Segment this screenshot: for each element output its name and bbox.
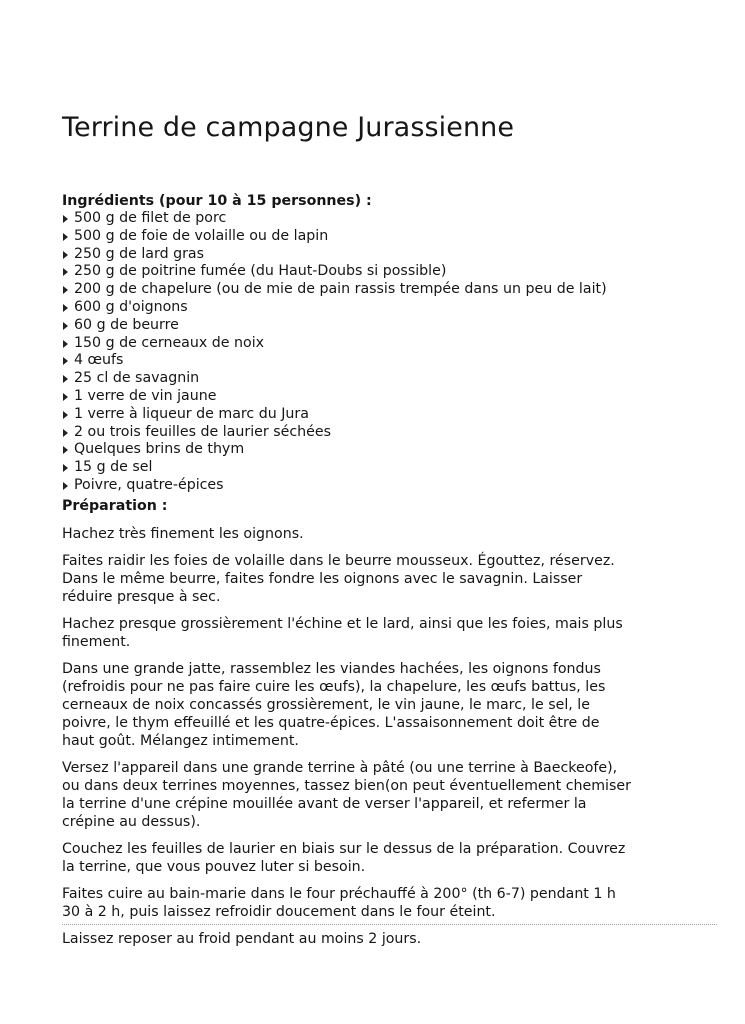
step-line: 30 à 2 h, puis laissez refroidir doucement dans le four éteint. bbox=[62, 903, 496, 920]
ingredient-text: 60 g de beurre bbox=[74, 316, 179, 333]
step-line: crépine au dessus). bbox=[62, 813, 201, 830]
step-line: (refroidis pour ne pas faire cuire les œufs), la chapelure, les œufs battus, les bbox=[62, 678, 606, 695]
ingredient-item bbox=[62, 335, 722, 353]
recipe-title: Terrine de campagne Jurassienne bbox=[62, 112, 515, 143]
ingredient-item bbox=[62, 246, 722, 264]
step-line: Dans le même beurre, faites fondre les oignons avec le savagnin. Laisser bbox=[62, 570, 583, 587]
ingredient-text: 2 ou trois feuilles de laurier séchées bbox=[74, 423, 331, 440]
step-paragraph bbox=[62, 525, 722, 543]
ingredient-item bbox=[62, 459, 722, 477]
step-paragraph bbox=[62, 759, 722, 831]
triangle-bullet-icon bbox=[63, 393, 68, 401]
ingredient-text: 250 g de poitrine fumée (du Haut-Doubs si possible) bbox=[74, 263, 447, 280]
ingredient-item bbox=[62, 370, 722, 388]
step-line: Hachez très finement les oignons. bbox=[62, 525, 304, 542]
step-line: Laissez reposer au froid pendant au moins 2 jours. bbox=[62, 930, 422, 947]
ingredient-item bbox=[62, 388, 722, 406]
ingredient-text: 15 g de sel bbox=[74, 459, 153, 476]
triangle-bullet-icon bbox=[63, 482, 68, 490]
step-line: haut goût. Mélangez intimement. bbox=[62, 732, 299, 749]
dotted-divider bbox=[62, 924, 717, 925]
step-line: Dans une grande jatte, rassemblez les viandes hachées, les oignons fondus bbox=[62, 660, 601, 677]
step-line: Faites raidir les foies de volaille dans le beurre mousseux. Égouttez, réservez. bbox=[62, 552, 615, 569]
triangle-bullet-icon bbox=[63, 375, 68, 383]
triangle-bullet-icon bbox=[63, 268, 68, 276]
triangle-bullet-icon bbox=[63, 340, 68, 348]
step-line: Faites cuire au bain-marie dans le four préchauffé à 200° (th 6-7) pendant 1 h bbox=[62, 885, 616, 902]
triangle-bullet-icon bbox=[63, 304, 68, 312]
ingredient-text: 1 verre de vin jaune bbox=[74, 387, 217, 404]
triangle-bullet-icon bbox=[63, 411, 68, 419]
step-line: la terrine, que vous pouvez luter si besoin. bbox=[62, 858, 366, 875]
triangle-bullet-icon bbox=[63, 322, 68, 330]
triangle-bullet-icon bbox=[63, 251, 68, 259]
step-line: ou dans deux terrines moyennes, tassez bien(on peut éventuellement chemiser bbox=[62, 777, 631, 794]
ingredient-text: 600 g d'oignons bbox=[74, 298, 188, 315]
ingredient-item bbox=[62, 317, 722, 335]
ingredient-item bbox=[62, 477, 722, 495]
step-paragraph bbox=[62, 552, 722, 606]
ingredient-text: Quelques brins de thym bbox=[74, 441, 245, 458]
ingredients-heading: Ingrédients (pour 10 à 15 personnes) : bbox=[62, 193, 372, 209]
triangle-bullet-icon bbox=[63, 446, 68, 454]
ingredient-text: Poivre, quatre-épices bbox=[74, 476, 224, 493]
ingredient-text: 25 cl de savagnin bbox=[74, 370, 200, 387]
preparation-heading: Préparation : bbox=[62, 497, 168, 514]
ingredient-text: 500 g de foie de volaille ou de lapin bbox=[74, 227, 329, 244]
step-line: Hachez presque grossièrement l'échine et le lard, ainsi que les foies, mais plus bbox=[62, 615, 623, 632]
recipe-page bbox=[62, 98, 722, 957]
ingredient-item bbox=[62, 281, 722, 299]
step-paragraph bbox=[62, 885, 722, 921]
ingredients-list bbox=[62, 210, 722, 495]
ingredient-item bbox=[62, 210, 722, 228]
step-line: la terrine d'une crépine mouillée avant de verser l'appareil, et refermer la bbox=[62, 795, 587, 812]
ingredient-item bbox=[62, 424, 722, 442]
ingredient-text: 1 verre à liqueur de marc du Jura bbox=[74, 405, 309, 422]
preparation-steps bbox=[62, 525, 722, 948]
ingredient-text: 500 g de filet de porc bbox=[74, 210, 227, 226]
ingredient-text: 200 g de chapelure (ou de mie de pain rassis trempée dans un peu de lait) bbox=[74, 281, 607, 298]
ingredient-item bbox=[62, 406, 722, 424]
ingredient-text: 150 g de cerneaux de noix bbox=[74, 334, 265, 351]
step-line: Versez l'appareil dans une grande terrine à pâté (ou une terrine à Baeckeofe), bbox=[62, 759, 618, 776]
triangle-bullet-icon bbox=[63, 429, 68, 437]
step-paragraph bbox=[62, 660, 722, 750]
triangle-bullet-icon bbox=[63, 215, 68, 223]
step-paragraph bbox=[62, 930, 722, 948]
step-line: réduire presque à sec. bbox=[62, 588, 221, 605]
triangle-bullet-icon bbox=[63, 357, 68, 365]
ingredient-item bbox=[62, 299, 722, 317]
triangle-bullet-icon bbox=[63, 464, 68, 472]
ingredient-item bbox=[62, 352, 722, 370]
step-line: finement. bbox=[62, 633, 131, 650]
ingredient-item bbox=[62, 441, 722, 459]
ingredient-item bbox=[62, 263, 722, 281]
step-paragraph bbox=[62, 840, 722, 876]
ingredient-text: 4 œufs bbox=[74, 352, 124, 369]
step-line: poivre, le thym effeuillé et les quatre-épices. L'assaisonnement doit être de bbox=[62, 714, 600, 731]
triangle-bullet-icon bbox=[63, 286, 68, 294]
step-line: Couchez les feuilles de laurier en biais sur le dessus de la préparation. Couvrez bbox=[62, 840, 626, 857]
step-paragraph bbox=[62, 615, 722, 651]
ingredient-text: 250 g de lard gras bbox=[74, 245, 205, 262]
triangle-bullet-icon bbox=[63, 233, 68, 241]
ingredient-item bbox=[62, 228, 722, 246]
step-line: cerneaux de noix concassés grossièrement, le vin jaune, le marc, le sel, le bbox=[62, 696, 590, 713]
